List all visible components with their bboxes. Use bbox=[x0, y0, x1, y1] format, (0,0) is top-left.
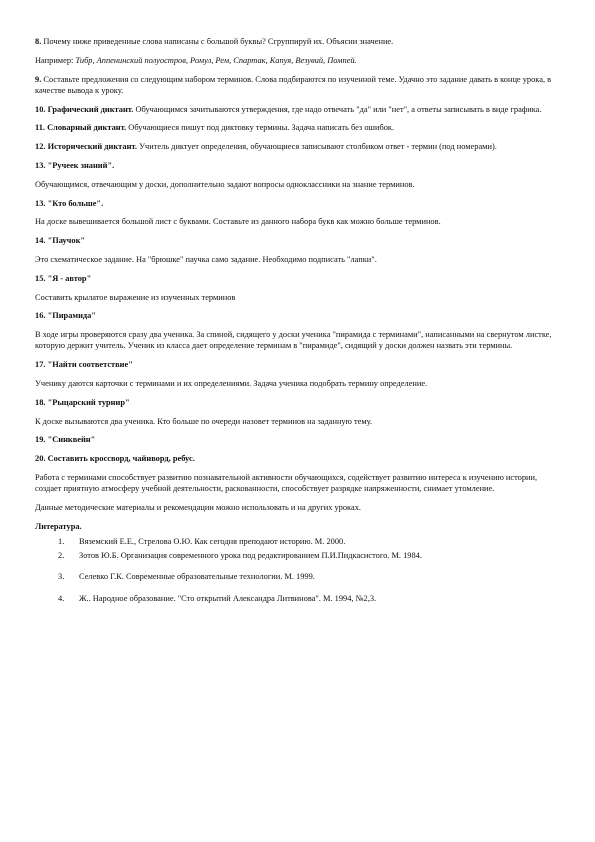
paragraph-text: Ученику даются карточки с терминами и их определениями. Задача ученика подобрать термину определение. bbox=[35, 378, 428, 388]
paragraph-text: Обучающимся зачитываются утверждения, где надо отвечать "да" или "нет", а ответы записывать в виде графика. bbox=[133, 104, 542, 114]
paragraph-title: 11. Словарный диктант. bbox=[35, 123, 127, 133]
paragraph bbox=[35, 359, 565, 370]
reference-item bbox=[35, 593, 565, 604]
paragraph bbox=[35, 104, 565, 115]
paragraph-title: 18. "Рыцарский турнир" bbox=[35, 397, 130, 407]
reference-text: Зотов Ю.Б. Организация современного урока под редактированием П.И.Пидкасистого. М. 1984. bbox=[79, 551, 422, 561]
paragraph-text: В ходе игры проверяются сразу два ученика. За спиной, сидящего у доски ученика "пирамида с терминами", написанными на свернутом листке, которую держит учитель. Ученик из класса дает определение терминам в "пирамиде", сидящий у доски должен назвать эти термины. bbox=[35, 330, 552, 351]
paragraph-title: 12. Исторический диктант. bbox=[35, 142, 137, 152]
reference-number: 1. bbox=[58, 536, 65, 546]
paragraph-title: 8. bbox=[35, 37, 42, 46]
paragraph bbox=[35, 453, 565, 464]
paragraph-text: Это схематическое задание. На "брюшке" паучка само задание. Необходимо подписать "лапки". bbox=[35, 254, 377, 264]
reference-list bbox=[35, 536, 565, 604]
paragraph bbox=[35, 273, 565, 284]
paragraph bbox=[35, 55, 565, 66]
document-page bbox=[35, 36, 565, 614]
paragraph bbox=[35, 235, 565, 246]
paragraph-text: Обучающиеся пишут под диктовку термины. Задача написать без ошибок. bbox=[126, 123, 395, 133]
paragraph bbox=[35, 521, 565, 532]
paragraph-title: 13. "Кто больше". bbox=[35, 198, 104, 208]
paragraph bbox=[35, 502, 565, 513]
paragraph-text: Работа с терминами способствует развитию познавательной активности обучающихся, содействует развитию интереса к изучению истории, создает приятную атмосферу учебной деятельности, раскованности, способствует разрядке напряженности, снимает утомление. bbox=[35, 472, 538, 494]
paragraph-title: 17. "Найти соответствие" bbox=[35, 360, 133, 370]
paragraph-text: Составьте предложения со следующим набором терминов. Слова подбираются по изученной теме. Удачно это задание давать в конце урока, в качестве вывода к уроку. bbox=[35, 74, 552, 95]
paragraph-title: 14. "Паучок" bbox=[35, 236, 86, 246]
paragraph bbox=[35, 416, 565, 427]
reference-text: Ж.. Народное образование. "Сто открытий Александра Литвинова". М. 1994, №2,3. bbox=[79, 593, 377, 603]
reference-number: 2. bbox=[58, 551, 65, 561]
paragraph-text: Почему ниже приведенные слова написаны с большой буквы? Сгруппируй их. Объясни значение. bbox=[41, 37, 394, 46]
paragraph-title: 9. bbox=[35, 74, 42, 84]
reference-number: 4. bbox=[58, 593, 65, 603]
paragraph-text: Например: bbox=[35, 55, 76, 65]
paragraph bbox=[35, 254, 565, 265]
paragraph-text: Данные методические материалы и рекомендации можно использовать и на других уроках. bbox=[35, 502, 361, 512]
paragraph bbox=[35, 434, 565, 445]
paragraph-text: Учитель диктует определения, обучающиеся записывают столбиком ответ - термин (под номерами). bbox=[137, 142, 497, 152]
reference-item bbox=[35, 536, 565, 547]
paragraph-title: 15. "Я - автор" bbox=[35, 273, 92, 283]
reference-text: Селевко Г.К. Современные образовательные технологии. М. 1999. bbox=[79, 572, 315, 582]
paragraph-title: 16. "Пирамида" bbox=[35, 311, 97, 321]
paragraph-title: 10. Графический диктант. bbox=[35, 104, 134, 114]
paragraph bbox=[35, 160, 565, 171]
reference-item bbox=[35, 550, 565, 561]
paragraph bbox=[35, 198, 565, 209]
paragraph bbox=[35, 36, 565, 47]
paragraph bbox=[35, 472, 565, 494]
paragraph bbox=[35, 378, 565, 389]
paragraph-example: Тибр, Аппенинский полуостров, Ромул, Рем, Спартак, Капуя, Везувий, Помпей. bbox=[75, 55, 357, 65]
paragraph bbox=[35, 141, 565, 152]
paragraph-title: Литература. bbox=[35, 521, 82, 531]
item-list bbox=[35, 36, 565, 532]
paragraph-title: 13. "Ручеек знаний". bbox=[35, 160, 115, 170]
paragraph bbox=[35, 329, 565, 351]
paragraph-title: 19. "Синквейн" bbox=[35, 435, 96, 445]
reference-number: 3. bbox=[58, 572, 65, 582]
paragraph bbox=[35, 122, 565, 133]
reference-item bbox=[35, 571, 565, 582]
paragraph bbox=[35, 179, 565, 190]
paragraph-text: На доске вывешивается большой лист с буквами. Составьте из данного набора букв как можно больше терминов. bbox=[35, 217, 441, 227]
paragraph bbox=[35, 74, 565, 96]
reference-text: Вяземский Е.Е., Стрелова О.Ю. Как сегодня преподают историю. М. 2000. bbox=[79, 536, 346, 546]
paragraph bbox=[35, 310, 565, 321]
paragraph-text: К доске вызываются два ученика. Кто больше по очереди назовет терминов на заданную тему. bbox=[35, 416, 373, 426]
paragraph-text: Обучающимся, отвечающим у доски, дополнительно задают вопросы одноклассники на знание терминов. bbox=[35, 179, 415, 189]
paragraph bbox=[35, 397, 565, 408]
paragraph-title: 20. Составить кроссворд, чайнворд, ребус. bbox=[35, 454, 195, 464]
paragraph-text: Составить крылатое выражение из изученных терминов bbox=[35, 292, 236, 302]
paragraph bbox=[35, 216, 565, 227]
paragraph bbox=[35, 292, 565, 303]
